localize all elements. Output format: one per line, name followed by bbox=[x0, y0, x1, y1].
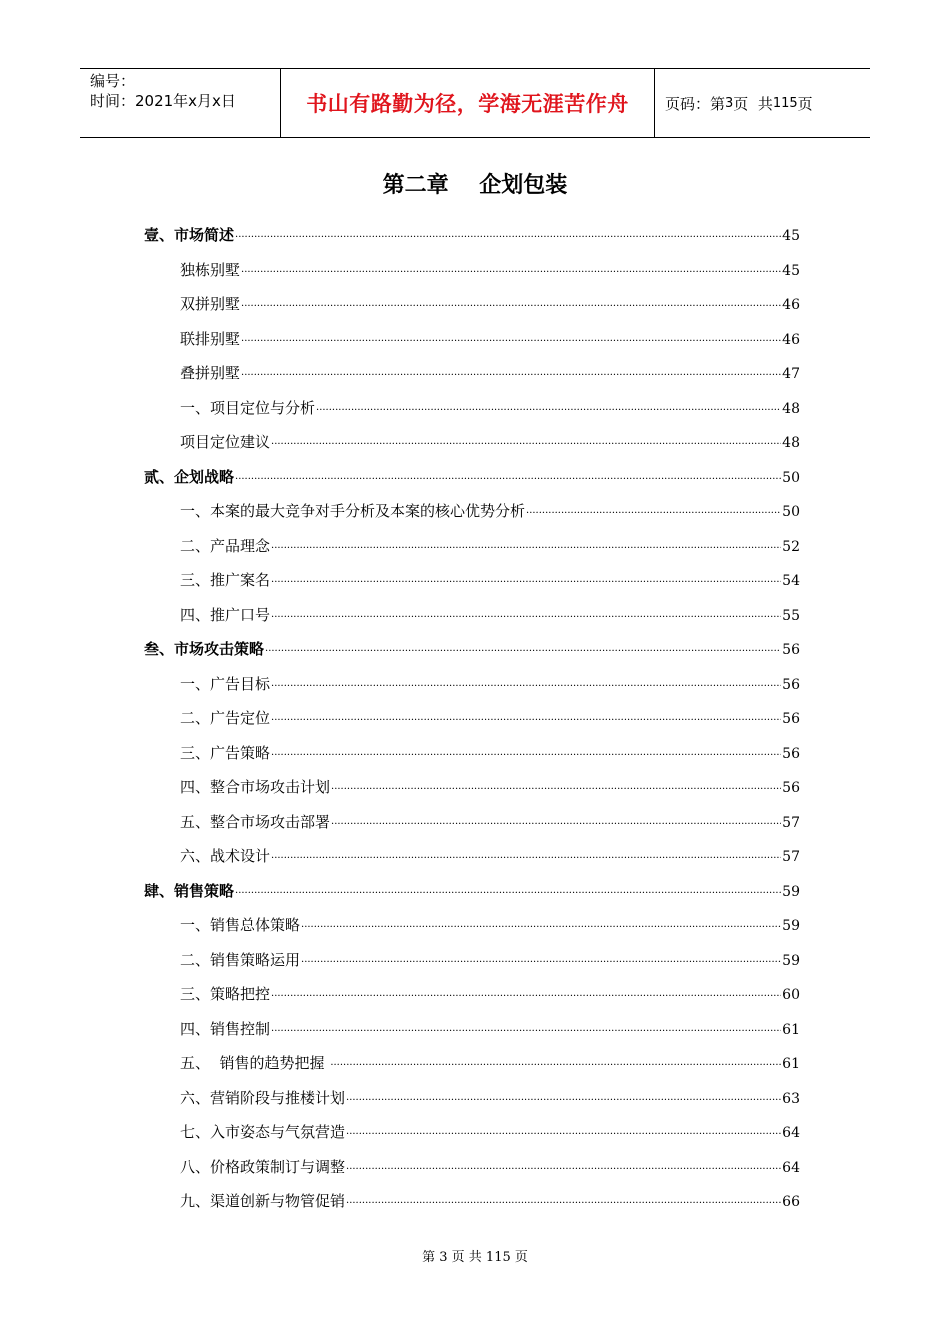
toc-leader-dots bbox=[265, 635, 781, 670]
toc-entry[interactable] bbox=[144, 839, 800, 874]
toc-entry[interactable] bbox=[144, 1150, 800, 1185]
toc-leader-dots bbox=[235, 221, 781, 256]
toc-entry-page: 56 bbox=[782, 642, 800, 658]
toc-entry-label: 叠拼别墅 bbox=[180, 364, 241, 382]
header-page-current: 3 bbox=[725, 95, 734, 111]
toc-entry-label: 二、广告定位 bbox=[180, 709, 271, 727]
toc-leader-dots bbox=[331, 808, 781, 843]
toc-entry[interactable] bbox=[144, 908, 800, 943]
toc-entry-label: 双拼别墅 bbox=[180, 295, 241, 313]
toc-entry-page: 56 bbox=[782, 745, 800, 762]
toc-entry-label: 三、广告策略 bbox=[180, 743, 271, 762]
toc-leader-dots bbox=[271, 428, 781, 463]
toc-entry[interactable] bbox=[144, 598, 800, 633]
toc-entry-label: 二、产品理念 bbox=[180, 536, 271, 555]
toc-leader-dots bbox=[271, 532, 781, 567]
toc-entry[interactable] bbox=[144, 287, 800, 322]
toc-leader-dots bbox=[271, 739, 781, 774]
toc-entry[interactable] bbox=[144, 391, 800, 426]
header-number-label: 编号： bbox=[90, 72, 136, 90]
toc-entry-page: 59 bbox=[782, 952, 800, 969]
toc-entry-label: 七、入市姿态与气氛营造 bbox=[180, 1123, 346, 1141]
header-page-info bbox=[655, 69, 870, 137]
toc-entry-label: 八、价格政策制订与调整 bbox=[180, 1157, 346, 1176]
toc-entry-page: 66 bbox=[782, 1194, 800, 1210]
table-of-contents bbox=[144, 218, 800, 1219]
toc-entry[interactable] bbox=[144, 322, 800, 357]
toc-entry[interactable] bbox=[144, 632, 800, 667]
toc-entry-page: 50 bbox=[782, 504, 800, 520]
toc-entry[interactable] bbox=[144, 218, 800, 253]
toc-entry-page: 45 bbox=[782, 262, 800, 279]
toc-entry[interactable] bbox=[144, 1012, 800, 1047]
toc-entry-page: 63 bbox=[782, 1090, 800, 1107]
toc-entry-label: 叁、市场攻击策略 bbox=[144, 640, 265, 658]
toc-leader-dots bbox=[346, 1084, 781, 1119]
toc-entry-label: 独栋别墅 bbox=[180, 260, 241, 279]
toc-entry-label: 一、项目定位与分析 bbox=[180, 398, 316, 417]
toc-leader-dots bbox=[235, 463, 781, 498]
toc-entry[interactable] bbox=[144, 874, 800, 909]
toc-entry-page: 64 bbox=[782, 1159, 800, 1176]
toc-entry-page: 56 bbox=[782, 711, 800, 727]
toc-entry-page: 56 bbox=[782, 676, 800, 693]
header-motto: 书山有路勤为径，学海无涯苦作舟 bbox=[281, 69, 655, 137]
chapter-title: 第二章 企划包装 bbox=[382, 173, 568, 198]
toc-entry[interactable] bbox=[144, 529, 800, 564]
toc-leader-dots bbox=[346, 1187, 781, 1222]
toc-leader-dots bbox=[271, 980, 781, 1015]
toc-leader-dots bbox=[346, 1153, 781, 1188]
toc-entry-label: 项目定位建议 bbox=[180, 433, 271, 451]
toc-leader-dots bbox=[235, 877, 781, 912]
toc-entry-page: 46 bbox=[782, 297, 800, 313]
toc-entry-page: 52 bbox=[782, 538, 800, 555]
toc-entry[interactable] bbox=[144, 770, 800, 805]
toc-entry-label: 五、 销售的趋势把握 bbox=[180, 1054, 330, 1072]
toc-entry-label: 壹、市场简述 bbox=[144, 226, 235, 244]
toc-leader-dots bbox=[346, 1118, 781, 1153]
toc-leader-dots bbox=[271, 670, 781, 705]
toc-entry-page: 61 bbox=[782, 1056, 800, 1072]
header-page-prefix: 页码：第 bbox=[665, 94, 726, 113]
toc-entry-label: 二、销售策略运用 bbox=[180, 950, 301, 969]
page-header bbox=[80, 68, 870, 138]
toc-entry-label: 三、策略把控 bbox=[180, 985, 271, 1003]
toc-entry[interactable] bbox=[144, 356, 800, 391]
toc-entry-page: 55 bbox=[782, 607, 800, 624]
toc-entry-page: 54 bbox=[782, 573, 800, 589]
toc-entry-page: 56 bbox=[782, 780, 800, 796]
toc-entry[interactable] bbox=[144, 1184, 800, 1219]
toc-entry[interactable] bbox=[144, 736, 800, 771]
toc-leader-dots bbox=[241, 256, 781, 291]
toc-entry-page: 48 bbox=[782, 400, 800, 417]
toc-leader-dots bbox=[331, 773, 781, 808]
header-time-label: 时间：2021年x月x日 bbox=[90, 92, 236, 110]
toc-entry-label: 一、销售总体策略 bbox=[180, 916, 301, 934]
toc-leader-dots bbox=[271, 704, 781, 739]
toc-leader-dots bbox=[301, 911, 781, 946]
toc-entry-page: 60 bbox=[782, 987, 800, 1003]
toc-entry-page: 50 bbox=[782, 469, 800, 486]
toc-leader-dots bbox=[271, 1015, 781, 1050]
header-page-suffix: 页 bbox=[797, 94, 813, 113]
toc-entry-label: 联排别墅 bbox=[180, 329, 241, 348]
toc-leader-dots bbox=[271, 601, 781, 636]
toc-entry-label: 四、销售控制 bbox=[180, 1019, 271, 1038]
toc-entry[interactable] bbox=[144, 494, 800, 529]
toc-entry-page: 61 bbox=[782, 1021, 800, 1038]
toc-entry-label: 六、营销阶段与推楼计划 bbox=[180, 1088, 346, 1107]
toc-leader-dots bbox=[271, 566, 781, 601]
toc-entry[interactable] bbox=[144, 943, 800, 978]
toc-entry-page: 59 bbox=[782, 883, 800, 900]
toc-entry-page: 46 bbox=[782, 331, 800, 348]
toc-leader-dots bbox=[241, 290, 781, 325]
toc-leader-dots bbox=[271, 842, 781, 877]
toc-entry[interactable] bbox=[144, 701, 800, 736]
toc-entry-page: 57 bbox=[782, 849, 800, 865]
toc-leader-dots bbox=[241, 325, 781, 360]
toc-entry-page: 57 bbox=[782, 814, 800, 831]
toc-entry-label: 三、推广案名 bbox=[180, 571, 271, 589]
toc-entry-label: 六、战术设计 bbox=[180, 847, 271, 865]
toc-leader-dots bbox=[526, 497, 781, 532]
toc-entry[interactable] bbox=[144, 460, 800, 495]
toc-entry-label: 九、渠道创新与物管促销 bbox=[180, 1192, 346, 1210]
page-footer: 第 3 页 共 115 页 bbox=[422, 1250, 528, 1265]
toc-leader-dots bbox=[301, 946, 781, 981]
toc-entry-page: 48 bbox=[782, 435, 800, 451]
toc-entry-page: 45 bbox=[782, 228, 800, 244]
toc-entry-label: 四、整合市场攻击计划 bbox=[180, 778, 331, 796]
toc-entry[interactable] bbox=[144, 425, 800, 460]
toc-entry-label: 贰、企划战略 bbox=[144, 467, 235, 486]
toc-entry[interactable] bbox=[144, 1046, 800, 1081]
toc-entry[interactable] bbox=[144, 253, 800, 288]
header-page-total: 115 bbox=[772, 95, 798, 111]
header-meta bbox=[80, 69, 281, 137]
toc-entry-label: 五、整合市场攻击部署 bbox=[180, 812, 331, 831]
toc-entry[interactable] bbox=[144, 805, 800, 840]
toc-entry-page: 47 bbox=[782, 366, 800, 382]
header-page-middle: 页 共 bbox=[733, 94, 773, 113]
toc-entry-page: 59 bbox=[782, 918, 800, 934]
toc-entry[interactable] bbox=[144, 1115, 800, 1150]
toc-leader-dots bbox=[330, 1049, 781, 1084]
toc-entry-label: 一、广告目标 bbox=[180, 674, 271, 693]
toc-entry-page: 64 bbox=[782, 1125, 800, 1141]
toc-entry-label: 四、推广口号 bbox=[180, 605, 271, 624]
toc-entry[interactable] bbox=[144, 1081, 800, 1116]
toc-entry-label: 一、本案的最大竞争对手分析及本案的核心优势分析 bbox=[180, 502, 526, 520]
toc-leader-dots bbox=[316, 394, 781, 429]
toc-entry-label: 肆、销售策略 bbox=[144, 881, 235, 900]
toc-entry[interactable] bbox=[144, 977, 800, 1012]
toc-leader-dots bbox=[241, 359, 781, 394]
toc-entry[interactable] bbox=[144, 563, 800, 598]
toc-entry[interactable] bbox=[144, 667, 800, 702]
